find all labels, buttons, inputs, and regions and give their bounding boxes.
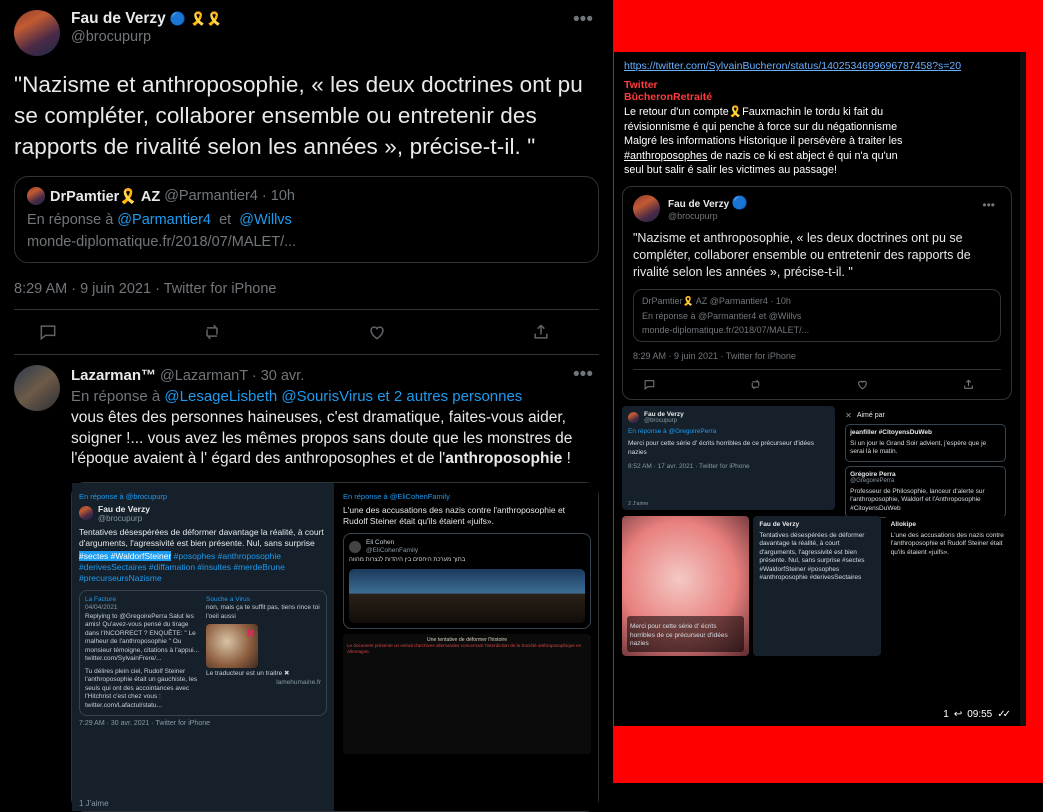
quoted-reply-handle-2[interactable]: @Willvs	[239, 212, 292, 228]
reply-icon[interactable]	[643, 378, 656, 391]
embedded-quote-author	[642, 296, 992, 307]
embedded-timestamp: 8:29 AM · 9 juin 2021 · Twitter for iPhone	[633, 350, 796, 361]
thumbnail-liked-by[interactable]	[839, 406, 1012, 510]
reply-text-bold: anthroposophie	[445, 450, 563, 467]
shot2-inner-card	[343, 533, 591, 629]
thumbnail-photo-baby[interactable]	[622, 516, 749, 656]
shot1-footer: 7:29 AM · 30 avr. 2021 · Twitter for iPhone	[79, 720, 210, 727]
shot1-caption: Le traducteur est un traitre ✖	[206, 670, 290, 677]
share-icon[interactable]	[531, 322, 551, 342]
double-check-icon: ✓✓	[997, 709, 1008, 720]
thumb-baby-caption: Merci pour cette série d' écrits horribles de ce précurseur d'idées nazies	[630, 623, 728, 647]
shot1-card-left-name: La Facture	[85, 595, 117, 603]
reply-tweet	[0, 355, 613, 812]
chat-message-screenshot	[614, 52, 1026, 726]
shot1-card-left-text: Replying to @GregoirePerra Salut les amis! Qu'avez-vous pensé du tirage dans l'INCORRECT ? ENQUÊTE: " Le malheur de l'anthroposophie " Ou monsieur témoigne, citations à l'appui... twitter.com/SylvainFrere/...	[85, 612, 199, 662]
embedded-quote-link: monde-diplomatique.fr/2018/07/MALET/...	[642, 324, 810, 335]
reply-text-part2: !	[562, 450, 571, 467]
retweet-icon[interactable]	[749, 378, 762, 391]
tweet-text: "Nazisme et anthroposophie, « les deux doctrines ont pu se compléter, collaborer ensemble ou entretenir des rapports de rivalité selon les années », précise-t-il. "	[14, 72, 583, 159]
embedded-tweet-header	[633, 195, 1001, 222]
shot2-inner-handle: @EliCohenFamily	[366, 547, 419, 554]
shot1-card-right-name: Souche a Virus	[206, 595, 250, 603]
quoted-reply-joiner: et	[219, 212, 232, 228]
shot1-tags-highlight: #sectes #WaldorfSteiner	[79, 550, 172, 561]
reply-author-name[interactable]: Lazarman™	[71, 367, 157, 384]
quoted-reply-line	[27, 212, 586, 228]
thumb-a-avatar	[628, 412, 639, 423]
tweet-timestamp: 8:29 AM · 9 juin 2021 · Twitter for iPhone	[14, 281, 277, 297]
thumbnail-tweet-a[interactable]	[622, 406, 835, 510]
quoted-author-name: DrPamtier🎗️ AZ	[50, 188, 161, 205]
shot2-text: L'une des accusations des nazis contre l'anthroposophie et Rudolf Steiner était qu'ils étaient «juifs».	[343, 504, 566, 526]
embedded-handle: @brocupurp	[668, 210, 718, 221]
verified-badge-icon: 🔵	[731, 194, 749, 210]
thumbnail-row-2	[622, 406, 1012, 510]
thumbnail-tweet-b[interactable]	[753, 516, 880, 656]
quoted-avatar	[27, 187, 45, 205]
embedded-quote-meta: @Parmantier4 · 10h	[709, 295, 791, 306]
shot2-inner-header	[349, 539, 585, 556]
tweet-header	[14, 10, 599, 56]
verified-badge-icon: 🔵	[169, 11, 186, 26]
reply-icon[interactable]	[38, 322, 58, 342]
author-display-name[interactable]	[71, 10, 567, 28]
reply-body	[71, 365, 599, 812]
shot1-tags	[79, 551, 327, 584]
author-name-text: Fau de Verzy	[71, 10, 166, 27]
quoted-reply-prefix: En réponse à	[27, 212, 114, 228]
thumb-a-likes: 2 J'aime	[628, 500, 649, 507]
link-preview-source: Twitter	[624, 79, 658, 91]
liked-user-2-name: Grégoire Perra	[850, 470, 896, 478]
shot2-inner-name: Eli Cohen	[366, 538, 395, 546]
liked-user-1-text: Si un jour le Grand Soir advient, j'espère que je serai là le matin.	[850, 439, 987, 455]
ribbon-emoji-icon: 🎗️🎗️	[189, 11, 223, 26]
embedded-actions	[633, 370, 1001, 391]
shot1-avatar	[79, 506, 93, 520]
thumb-a-name: Fau de Verzy	[644, 410, 684, 418]
reply-author-line	[71, 365, 599, 385]
message-line-1: Le retour d'un compte🎗️Fauxmachin le tordu ki fait du	[624, 106, 884, 118]
quoted-link[interactable]: monde-diplomatique.fr/2018/07/MALET/...	[27, 234, 297, 250]
more-options-icon[interactable]: •••	[573, 9, 593, 30]
link-preview-author: BûcheronRetraité	[624, 91, 713, 103]
reply-arrow-icon: ↩	[953, 709, 963, 720]
shot2-reply-to: En réponse à @EliCohenFamily	[343, 491, 450, 501]
like-icon[interactable]	[856, 378, 869, 391]
reply-image-grid[interactable]	[71, 482, 599, 812]
reply-to-handle-2[interactable]: @SourisVirus	[281, 388, 374, 405]
reply-avatar[interactable]	[14, 365, 60, 411]
shot2-inner-avatar	[349, 541, 361, 553]
quoted-meta: @Parmantier4 · 10h	[164, 188, 295, 204]
shot2-landscape-photo	[349, 569, 585, 623]
embedded-tweet-card[interactable]	[622, 186, 1012, 400]
tweet-actions	[14, 310, 599, 354]
shot1-text: Tentatives désespérées de déformer davantage la réalité, à court d'arguments, l'agressivité est bien présente. Nul, sans surprise	[79, 526, 324, 548]
avatar[interactable]	[14, 10, 60, 56]
reply-text	[71, 408, 599, 470]
liked-by-title: Aimé par	[856, 411, 885, 419]
reply-meta: @LazarmanT · 30 avr.	[160, 368, 305, 384]
message-time: 09:55	[967, 709, 993, 720]
message-footer	[943, 709, 1008, 720]
thumb-c-name: Allokipe	[890, 520, 916, 528]
view-count: 1	[943, 709, 949, 720]
thumb-c-text: L'une des accusations des nazis contre l'anthroposophie et Rudolf Steiner était qu'ils étaient «juifs».	[890, 531, 1004, 556]
message-hashtag-link[interactable]: #anthroposophes	[624, 149, 708, 162]
quoted-tweet-card[interactable]	[14, 176, 599, 263]
tweet-screenshot-1[interactable]	[72, 483, 334, 811]
reply-to-line	[71, 388, 599, 405]
shot2-document	[343, 634, 591, 754]
reply-to-handle-1[interactable]: @LesageLisbeth	[164, 388, 278, 405]
thumb-b-name: Fau de Verzy	[759, 520, 800, 528]
author-handle[interactable]: @brocupurp	[71, 29, 152, 45]
author-names	[71, 10, 567, 45]
message-url[interactable]: https://twitter.com/SylvainBucheron/status/1402534699696787458?s=20	[624, 60, 962, 72]
shot1-photo	[206, 624, 258, 668]
shot2-hebrew-text: בתוך מערכת היחסים בין היהדות לנצרות מהווה	[349, 556, 466, 563]
tweet-screenshot-2[interactable]	[336, 483, 598, 811]
message-bubble	[614, 52, 1020, 178]
shot2-doc-lines: Le document présente un extrait d'archives allemandes concernant l'interdiction de la Société anthroposophique en Allemagne.	[347, 643, 582, 654]
shot1-inner-card	[79, 590, 327, 717]
embedded-name-text: Fau de Verzy	[668, 198, 730, 210]
embedded-quote-name: DrPamtier🎗️ AZ	[642, 295, 708, 306]
message-line-4: de nazis ce ki est abject é qui n'a qu'un	[707, 149, 898, 162]
message-text	[624, 105, 1010, 178]
shot1-reply-to: En réponse à @brocupurp	[79, 491, 168, 501]
thumb-a-foot: 8:52 AM · 17 avr. 2021 · Twitter for iPhone	[628, 463, 750, 470]
shot1-tags-rest: #posophes #anthroposophie #derivesSectaires #diffamation #insultes #merdeBrune #precurseursNazisme	[79, 550, 285, 583]
message-line-2: révisionnisme é qui penche à force sur du négationnisme	[624, 120, 898, 133]
liked-user-1	[845, 424, 1006, 462]
reply-to-others[interactable]: et 2 autres personnes	[377, 388, 523, 405]
shot1-card-left-text2: Tu délires plein ciel, Rudolf Steiner l'anthroposophie était un gauchiste, les seuls qui ont des accointances avec l'Hitchrist c'est chez vous : twitter.com/Lafactul/statu...	[85, 667, 198, 709]
thumb-b-text: Tentatives désespérées de déformer davantage la réalité, à court d'arguments, l'agressivité est bien présente. Nul, sans surprise #sectes #WaldorfSteiner #posophes #anthroposophie #derivesSectaires	[759, 531, 865, 581]
thumbnail-tweet-c[interactable]	[885, 516, 1012, 656]
quoted-header	[27, 187, 586, 205]
liked-by-header	[845, 411, 1006, 420]
thumb-a-text: Merci pour cette série d' écrits horribles de ce précurseur d'idées nazies	[628, 440, 815, 456]
embedded-quoted-card	[633, 289, 1001, 342]
thumb-a-reply-to: En réponse à @GregoirePerra	[628, 427, 717, 435]
thumbnail-row-3	[622, 516, 1012, 656]
message-line-5: seul but salir é salir les victimes au passage!	[624, 164, 838, 176]
thumb-a-header	[628, 411, 829, 424]
red-background-pane	[613, 0, 1043, 783]
shot1-inner-right	[206, 596, 321, 711]
embedded-more-options-icon[interactable]: •••	[982, 197, 995, 212]
shot1-header	[79, 504, 327, 523]
reply-more-options-icon[interactable]: •••	[573, 364, 593, 385]
retweet-icon[interactable]	[202, 322, 222, 342]
close-icon[interactable]: ✕	[845, 410, 852, 420]
main-tweet	[0, 0, 613, 355]
share-icon[interactable]	[962, 378, 975, 391]
reply-text-part1: vous êtes des personnes haineuses, c'est dramatique, faites-vous aider, soigner !... vous avez les mêmes propos sans doute que les monstres de l'époque avaient à l' égard des anthroposophes et de l'	[71, 409, 573, 467]
red-x-icon: ✖	[245, 628, 255, 640]
shot1-handle: @brocupurp	[98, 513, 143, 523]
shot1-card-right-text: non, mais ça te suffit pas, tiens rince toi l'oeil aussi	[206, 604, 320, 620]
shot1-likes: 1 J'aime	[79, 798, 109, 808]
embedded-display-name	[668, 195, 976, 211]
liked-user-2-text: Professeur de Philosophie, lanceur d'alerte sur l'anthroposophie, Waldorf et l'Anthroposophie #CitoyensDuWeb	[850, 487, 985, 512]
shot1-watermark: lamehumaine.fr	[276, 678, 321, 686]
embedded-avatar	[633, 195, 660, 222]
embedded-tweet-text: "Nazisme et anthroposophie, « les deux doctrines ont pu se compléter, collaborer ensemble ou entretenir des rapports de rivalité selon les années », précise-t-il. "	[633, 230, 971, 279]
shot1-card-left-date: 04/04/2021	[85, 604, 118, 611]
message-line-3: Malgré les informations Historique il persévère à traiter les	[624, 135, 903, 147]
liked-user-2-handle: @GregoirePerra	[850, 477, 895, 484]
thumb-a-handle: @brocupurp	[644, 417, 678, 424]
quoted-reply-handle-1[interactable]: @Parmantier4	[117, 212, 211, 228]
shot1-inner-left	[85, 596, 200, 711]
like-icon[interactable]	[367, 322, 387, 342]
shot1-name: Fau de Verzy	[98, 503, 150, 514]
reply-to-prefix: En réponse à	[71, 388, 161, 405]
embedded-quote-reply: En réponse à @Parmantier4 et @Willvs	[642, 310, 802, 321]
liked-user-1-name: jeanfiller #CitoyensDuWeb	[850, 428, 932, 436]
liked-user-2	[845, 466, 1006, 519]
shot2-doc-title: Une tentative de déformer l'histoire	[426, 636, 508, 643]
